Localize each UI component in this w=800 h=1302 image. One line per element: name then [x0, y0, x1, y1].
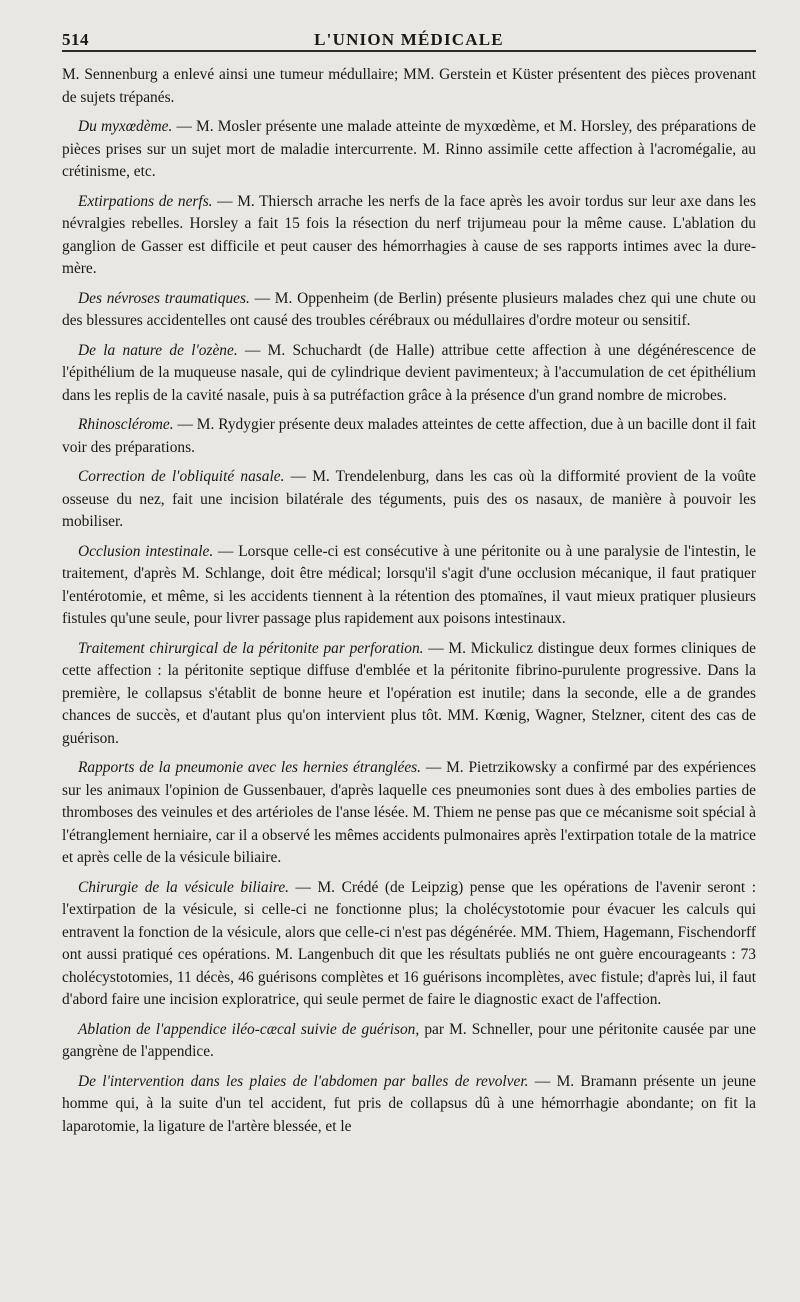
paragraph-ozene [62, 340, 756, 408]
page-number: 514 [62, 30, 89, 49]
paragraph-text: — M. Bramann présente un jeune homme qui, à la suite d'un tel accident, fut pris de collapsus dû à une hémorrhagie abondante; on fit la laparotomie, la ligature de l'artère blessée, et le [62, 1072, 756, 1135]
paragraph-plaies-abdomen [62, 1071, 756, 1139]
paragraph-heading: De la nature de l'ozène. [78, 341, 238, 359]
paragraph-text: — M. Mickulicz distingue deux formes cliniques de cette affection : la péritonite septique diffuse d'emblée et la péritonite fibrino-purulente progressive. Dans la première, le collapsus s'établit de bonne heure et l'opération est inutile; dans la seconde, elle a de grandes chances de succès, et d'autant plus qu'on intervient plus tôt. MM. Kœnig, Wagner, Stelzner, citent des cas de guérison. [62, 639, 756, 747]
running-head: L'UNION MÉDICALE [314, 30, 504, 49]
paragraph-nevroses-traumatiques [62, 288, 756, 333]
paragraph-obliquite-nasale [62, 466, 756, 534]
page-header [62, 22, 756, 52]
paragraph-heading: Extirpations de nerfs. [78, 192, 213, 210]
paragraph-text: — M. Oppenheim (de Berlin) présente plusieurs malades chez qui une chute ou des blessures accidentelles ont causé des troubles cérébraux ou médullaires d'ordre moteur ou sensitif. [62, 289, 756, 329]
paragraph-heading: Des névroses traumatiques. [78, 289, 250, 307]
paragraph-text: — M. Thiersch arrache les nerfs de la face après les avoir tordus sur leur axe dans les névralgies rebelles. Horsley a fait 15 fois la résection du nerf trijumeau pour la même cause. L'ablation du ganglion de Gasser est difficile et peut causer des hémorrhagies à cause de ses rapports intimes avec la dure-mère. [62, 192, 756, 277]
paragraph-heading: Du myxœdème. [78, 118, 173, 135]
paragraph-appendice [62, 1019, 756, 1064]
paragraph-heading: Traitement chirurgical de la péritonite par perforation. [78, 639, 424, 657]
paragraph-text: par M. Schneller, pour une péritonite causée par une gangrène de l'appendice. [62, 1020, 756, 1060]
paragraph-heading: Ablation de l'appendice iléo-cæcal suivie de guérison, [78, 1020, 420, 1038]
paragraph-heading: Chirurgie de la vésicule biliaire. [78, 878, 289, 896]
paragraph-text: — Lorsque celle-ci est consécutive à une péritonite ou à une paralysie de l'intestin, le traitement, d'après M. Schlange, doit être médical; lorsqu'il s'agit d'une occlusion mécanique, il faut pratiquer l'entérotomie, et même, si les accidents tiennent à la rétention des ptomaïnes, il vaut mieux pratiquer plusieurs fistules qu'une seule, pour livrer passage plus rapidement aux poisons intestinaux. [62, 542, 757, 627]
paragraph-text: — M. Crédé (de Leipzig) pense que les opérations de l'avenir seront : l'extirpation de la vésicule, si celle-ci ne fonctionne plus; la cholécystotomie pour évacuer les calculs qui entravent la fonction de la vésicule, alors que celle-ci n'est pas dégénérée. MM. Thiem, Hagemann, Fischendorff ont aussi pratiqué ces opérations. M. Langenbuch dit que les résultats publiés ne ont guère encourageants : 73 cholécystotomies, 11 décès, 46 guérisons complètes et 16 guérisons incomplètes, avec fistule; d'après lui, il faut d'abord faire une incision exploratrice, qui seule permet de faire le diagnostic exact de l'affection. [62, 878, 756, 1008]
paragraph-extirpations-de-nerfs [62, 191, 756, 281]
paragraph-peritonite-perforation [62, 638, 756, 751]
paragraph-heading: Occlusion intestinale. [78, 542, 214, 560]
paragraph-pneumonie-hernies [62, 757, 756, 870]
paragraph-sennenburg [62, 64, 756, 109]
paragraph-rhinosclerome [62, 414, 756, 459]
paragraph-vesicule-biliaire [62, 877, 756, 1012]
paragraph-text: — M. Pietrzikowsky a confirmé par des expériences sur les animaux l'opinion de Gussenbauer, d'après laquelle ces pneumonies sont dues à des embolies parties de thromboses des veinules et des artérioles de l'anse lésée. M. Thiem ne pense pas que ce mécanisme soit spécial à l'étranglement herniaire, car il a observé les mêmes accidents pulmonaires après l'extirpation totale de la matrice et après celle de la vésicule biliaire. [62, 759, 756, 866]
paragraph-text: — M. Rydygier présente deux malades atteintes de cette affection, due à un bacille dont il fait voir des préparations. [62, 416, 756, 456]
paragraph-heading: Rhinosclérome. [78, 416, 174, 433]
paragraph-heading: Correction de l'obliquité nasale. [78, 468, 285, 485]
paragraph-heading: De l'intervention dans les plaies de l'abdomen par balles de revolver. [78, 1072, 529, 1090]
paragraph-text: M. Sennenburg a enlevé ainsi une tumeur médullaire; MM. Gerstein et Küster présentent des pièces provenant de sujets trépanés. [62, 66, 756, 106]
paragraph-text: — M. Mosler présente une malade atteinte de myxœdème, et M. Horsley, des préparations de pièces prises sur un sujet mort de maladie intercurrente. M. Rinno assimile cette affection à l'acromégalie, au crétinisme, etc. [62, 118, 756, 180]
paragraph-occlusion-intestinale [62, 541, 756, 631]
article-body [62, 64, 756, 1138]
paragraph-myxoedeme [62, 116, 756, 184]
paragraph-text: — M. Schuchardt (de Halle) attribue cette affection à une dégénérescence de l'épithélium de la muqueuse nasale, qui de cylindrique devient pavimenteux; à l'accumulation de cet épithélium dans les replis de la cavité nasale, puis à sa putréfaction grâce à la présence d'un grand nombre de microbes. [62, 341, 756, 404]
paragraph-text: — M. Trendelenburg, dans les cas où la difformité provient de la voûte osseuse du nez, fait une incision bilatérale des téguments, puis des os nasaux, de manière à pouvoir les mobiliser. [62, 468, 756, 530]
paragraph-heading: Rapports de la pneumonie avec les hernies étranglées. [78, 759, 421, 776]
